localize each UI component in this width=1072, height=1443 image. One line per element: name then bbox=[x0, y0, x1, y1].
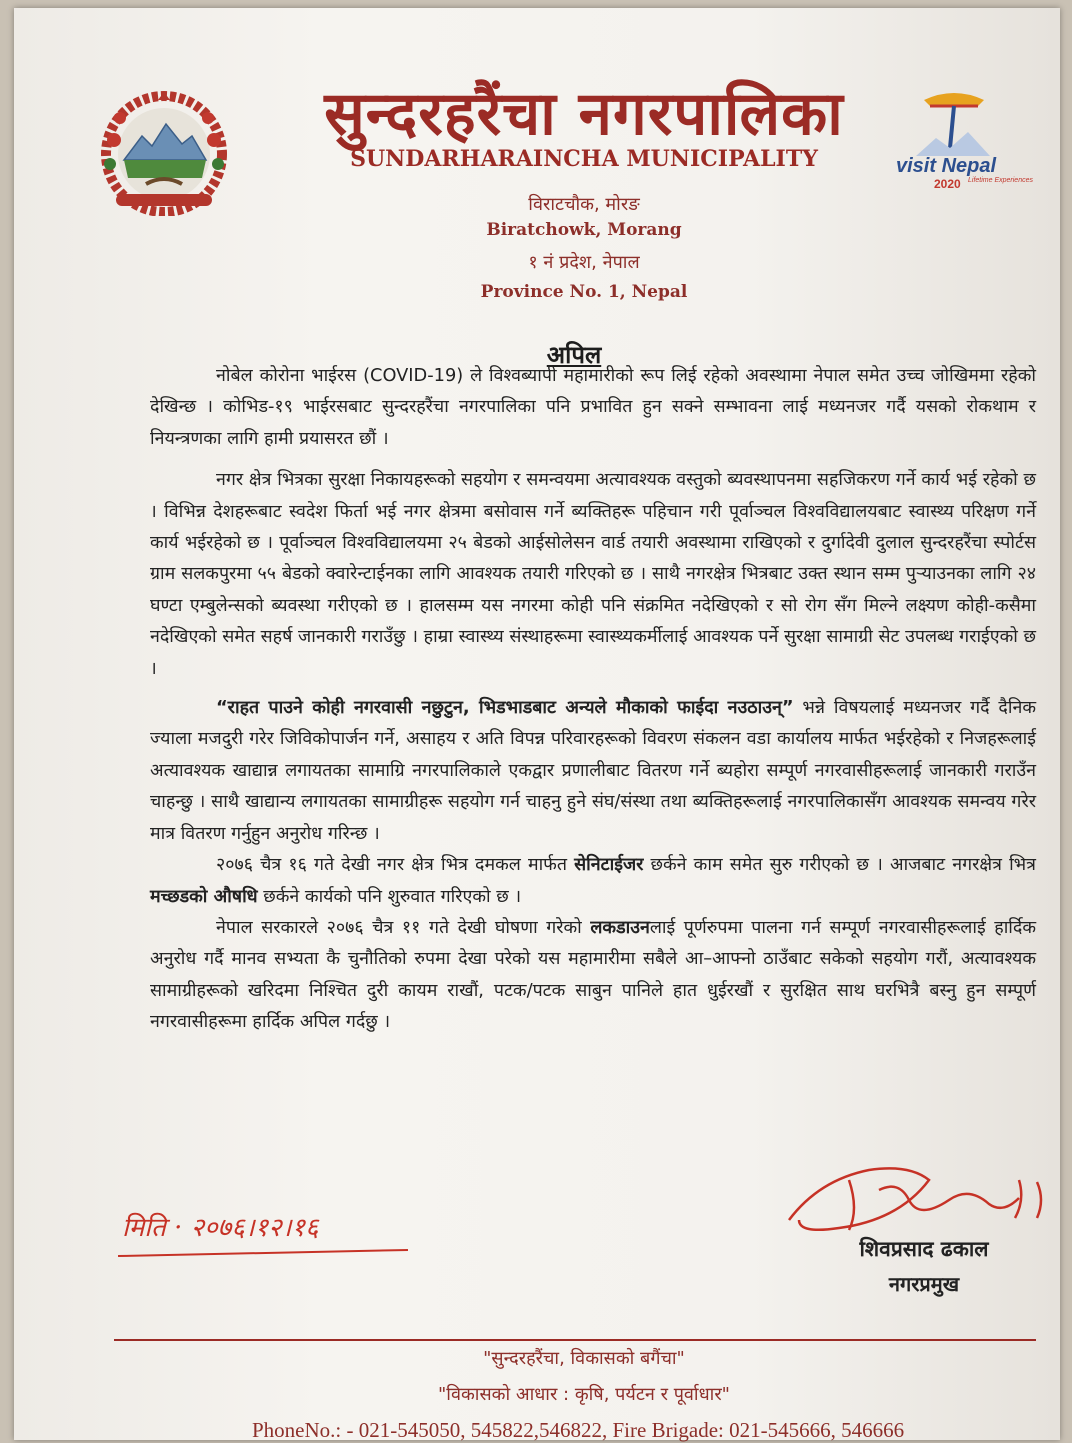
mosquito-medicine-highlight: मच्छडको औषधि bbox=[150, 885, 258, 907]
paragraph-3-text: भन्ने विषयलाई मध्यनजर गर्दै दैनिक ज्याला मजदुरी गरेर जिविकोपार्जन गर्ने, असाहय र अति विपन्न परिवारहरूको विवरण संकलन वडा कार्यालय मार्फत भईरहेको र निजहरूलाई अत्यावश्यक खाद्यान्न लगायतका सामाग्रि नगरपालिकाले एकद्वार प्रणालीबाट वितरण गर्ने ब्यहोरा सम्पूर्ण नगरवासीहरूलाई जानकारी गराउँन चाहन्छु । साथै खाद्यान्य लगायतका सामाग्रीहरू सहयोग गर्न चाहनु हुने संघ/संस्था तथा ब्यक्तिहरूलाई नगरपालिकासँग आवश्यक समन्वय गरेर मात्र वितरण गर्नुहुन अनुरोध गरिन्छ । bbox=[150, 697, 1036, 844]
municipality-title-english: SUNDARHARAINCHA MUNICIPALITY bbox=[350, 146, 818, 172]
paragraph-2: नगर क्षेत्र भित्रका सुरक्षा निकायहरूको सहयोग र समन्वयमा अत्यावश्यक वस्तुको ब्यवस्थापनमा सहजिकरण गर्ने कार्य भई रहेको छ । विभिन्न देशहरूबाट स्वदेश फिर्ता भई नगर क्षेत्रमा बसोवास गर्ने ब्यक्तिहरू पहिचान गरी पूर्वाञ्चल विश्वविद्यालयबाट स्वास्थ्य परिक्षण गर्ने कार्य भईरहेको छ । पूर्वाञ्चल विश्वविद्यालयमा २५ बेडको आईसोलेसन वार्ड तयारी अवस्थामा राखिएको र दुर्गादेवी दुलाल सुन्दरहरैंचा स्पोर्टस ग्राम सलकपुरमा ५५ बेडको क्वारेन्टाईनका लागि आवश्यक तयारी गरिएको छ । साथै नगरक्षेत्र भित्रबाट उक्त स्थान सम्म पुऱ्याउनका लागि २४ घण्टा एम्बुलेन्सको ब्यवस्था गरीएको छ । हालसम्म यस नगरमा कोही पनि संक्रमित नदेखिएको र सो रोग सँग मिल्ने लक्ष्यण कोही-कसैमा नदेखिएको समेत सहर्ष जानकारी गराउँछु । हाम्रा स्वास्थ्य संस्थाहरूमा स्वास्थ्यकर्मीलाई आवश्यक पर्ने सुरक्षा सामाग्री सेट उपलब्ध गराईएको छ । bbox=[150, 469, 1037, 679]
letter-body bbox=[150, 360, 1036, 1038]
address-nepali: विराटचौक, मोरङ bbox=[528, 194, 640, 215]
svg-text:visit Nepal: visit Nepal bbox=[896, 155, 997, 177]
visit-nepal-2020-logo bbox=[894, 86, 1034, 196]
svg-text:Lifetime Experiences: Lifetime Experiences bbox=[968, 177, 1033, 184]
relief-slogan: “राहत पाउने कोही नगरवासी नछुटुन, भिडभाडबाट अन्यले मौकाको फाईदा नउठाउन्” bbox=[216, 697, 794, 719]
paragraph-4-text-a: २०७६ चैत्र १६ गते देखी नगर क्षेत्र भित्र दमकल मार्फत bbox=[216, 854, 575, 876]
signatory-name: शिवप्रसाद ढकाल bbox=[859, 1237, 989, 1261]
nepal-government-emblem-icon bbox=[94, 86, 234, 216]
footer-slogan-2: "विकासको आधार : कृषि, पर्यटन र पूर्वाधार" bbox=[438, 1384, 730, 1405]
municipality-title-nepali: सुन्दरहरैंचा नगरपालिका bbox=[324, 79, 844, 149]
province-nepali: १ नं प्रदेश, नेपाल bbox=[528, 252, 640, 273]
signatory-title: नगरप्रमुख bbox=[888, 1272, 960, 1296]
address-english: Biratchowk, Morang bbox=[486, 220, 682, 240]
paragraph-3 bbox=[150, 692, 1036, 849]
lockdown-highlight: लकडाउन bbox=[590, 916, 650, 938]
paragraph-4 bbox=[150, 849, 1036, 912]
paragraph-1: नोबेल कोरोना भाईरस (COVID-19) ले विश्वब्यापी महामारीको रूप लिई रहेको अवस्थामा नेपाल समेत उच्च जोखिममा रहेको देखिन्छ । कोभिड-१९ भाईरसबाट सुन्दरहरैंचा नगरपालिका पनि प्रभावित हुन सक्ने सम्भावना लाई मध्यनजर गर्दै यसको रोकथाम र नियन्त्रणका लागि हामी प्रयासरत छौं । bbox=[150, 365, 1036, 449]
province-english: Province No. 1, Nepal bbox=[480, 282, 688, 302]
svg-text:2020: 2020 bbox=[934, 177, 961, 191]
paragraph-5-text-a: नेपाल सरकारले २०७६ चैत्र ११ गते देखी घोषणा गरेको bbox=[216, 916, 591, 938]
paragraph-5-text-c: लाई पूर्णरुपमा पालना गर्न सम्पूर्ण नगरवासीहरूलाई हार्दिक अनुरोध गर्दै मानव सभ्यता कै चुनौतिको रुपमा देखा परेको यस महामारीमा सबैले आ–आफ्नो ठाउँबाट सकेको सहयोग गरौं, अत्यावश्यक सामाग्रीहरूको खरिदमा निश्चित दुरी कायम राखौं, पटक/पटक साबुन पानिले हात धुईरखौं र सुरक्षित साथ घरभित्रै बस्नु हुन सम्पूर्ण नगरवासीहरूमा हार्दिक अपिल गर्दछु । bbox=[150, 916, 1036, 1033]
date-underline bbox=[118, 1249, 408, 1257]
footer-phone-numbers: PhoneNo.: - 021-545050, 545822,546822, Fire Brigade: 021-545666, 546666 bbox=[252, 1418, 905, 1442]
footer-slogan-1: "सुन्दरहरैंचा, विकासको बगैंचा" bbox=[483, 1348, 685, 1369]
visit-nepal-logo-icon bbox=[894, 86, 1034, 196]
letter-subject: अपिल bbox=[546, 341, 602, 369]
footer-divider bbox=[114, 1339, 1036, 1341]
handwritten-date: मिति · २०७६।१२।१६ bbox=[122, 1213, 319, 1243]
paragraph-5 bbox=[150, 912, 1036, 1038]
letter-page bbox=[14, 8, 1060, 1440]
sanitizer-highlight: सेनिटाईजर bbox=[574, 854, 644, 876]
paragraph-4-text-c: छर्कने काम समेत सुरु गरीएको छ । आजबाट नगरक्षेत्र भित्र bbox=[643, 854, 1036, 876]
paragraph-4-text-d: छर्कने कार्यको पनि शुरुवात गरिएको छ । bbox=[257, 885, 522, 907]
